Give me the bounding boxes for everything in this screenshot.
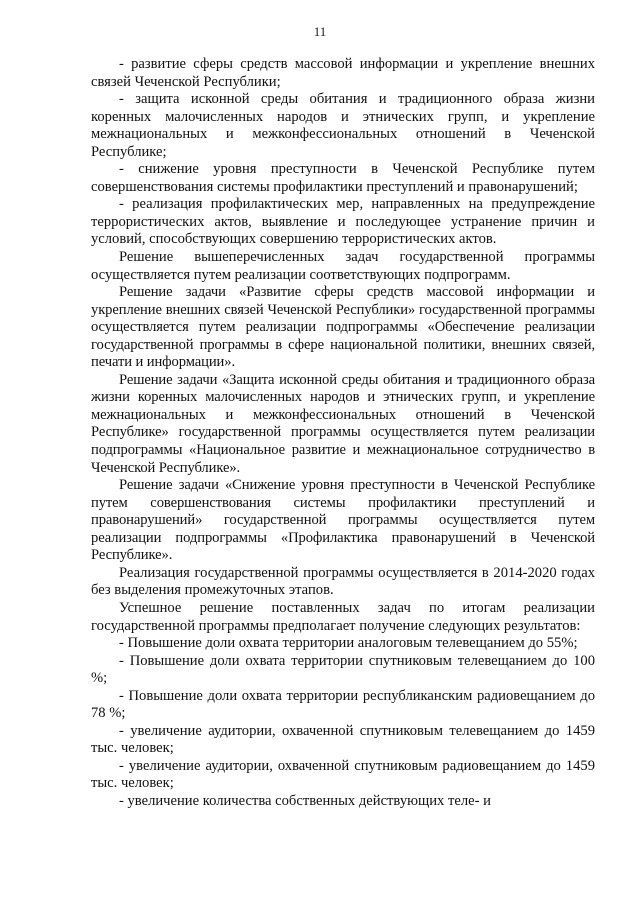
- list-item-media-development: - развитие сферы средств массовой информации и укрепление внешних связей Чеченской Республики;: [91, 56, 595, 90]
- list-item-terrorism-prevention: - реализация профилактических мер, направленных на предупреждение террористических актов, выявление и последующее устранение причин и условий, способствующих совершению террористических актов.: [91, 196, 595, 248]
- list-item-satellite-tv-audience: - увеличение аудитории, охваченной спутниковым телевещанием до 1459 тыс. человек;: [91, 722, 595, 757]
- list-item-broadcasters-count: - увеличение количества собственных действующих теле- и: [119, 792, 491, 809]
- paragraph-media-subprogram: Решение задачи «Развитие сферы средств массовой информации и укрепление внешних связей Чеченской Республики» государственной программы осуществляется путем реализации подпрограммы «Обеспечение реализации государственной программы в сфере национальной политики, внешних связей, печати и информации».: [91, 284, 595, 371]
- list-item-analog-tv-coverage: - Повышение доли охвата территории аналоговым телевещанием до 55%;: [119, 635, 578, 652]
- list-item-indigenous-protection: - защита исконной среды обитания и традиционного образа жизни коренных малочисленных народов и этнических групп, и укрепление межнациональных и межконфессиональных отношений в Чеченской Республике;: [91, 91, 595, 160]
- paragraph-subprograms-intro: Решение вышеперечисленных задач государственной программы осуществляется путем реализации соответствующих подпрограмм.: [91, 249, 595, 283]
- paragraph-expected-results: Успешное решение поставленных задач по итогам реализации государственной программы предполагает получение следующих результатов:: [91, 599, 595, 634]
- document-body: [91, 56, 595, 811]
- paragraph-crime-subprogram: Решение задачи «Снижение уровня преступности в Чеченской Республике путем совершенствования системы профилактики преступлений и правонарушений» государственной программы осуществляется путем реализации подпрограммы «Профилактика правонарушений в Чеченской Республике».: [91, 477, 595, 564]
- list-item-crime-reduction: - снижение уровня преступности в Чеченской Республике путем совершенствования системы профилактики преступлений и правонарушений;: [91, 161, 595, 195]
- list-item-satellite-tv-coverage: - Повышение доли охвата территории спутниковым телевещанием до 100 %;: [91, 652, 595, 687]
- paragraph-implementation-period: Реализация государственной программы осуществляется в 2014-2020 годах без выделения промежуточных этапов.: [91, 564, 595, 599]
- page-number: 11: [313, 24, 327, 39]
- list-item-radio-coverage: - Повышение доли охвата территории республиканским радиовещанием до 78 %;: [91, 687, 595, 722]
- list-item-satellite-radio-audience: - увеличение аудитории, охваченной спутниковым радиовещанием до 1459 тыс. человек;: [91, 757, 595, 792]
- paragraph-national-subprogram: Решение задачи «Защита исконной среды обитания и традиционного образа жизни коренных малочисленных народов и этнических групп, и укрепление межнациональных и межконфессиональных отношений в Чеченской Республике» государственной программы осуществляется путем реализации подпрограммы «Национальное развитие и межнациональное сотрудничество в Чеченской Республике».: [91, 371, 595, 476]
